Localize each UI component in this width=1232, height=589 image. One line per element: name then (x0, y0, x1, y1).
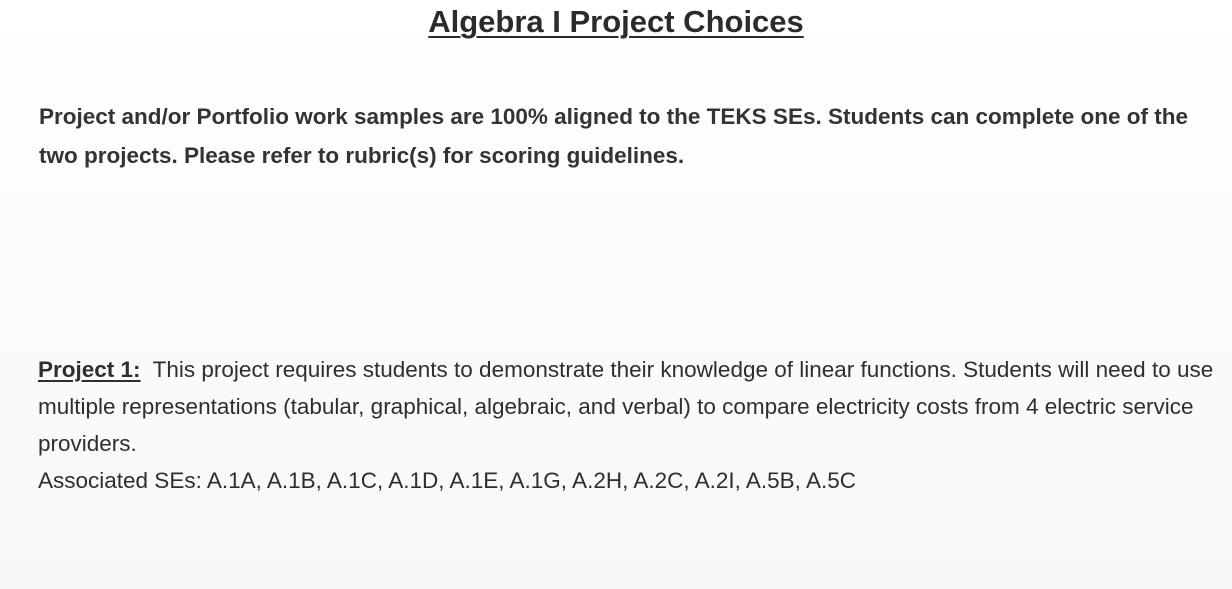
project-1-section (38, 351, 1218, 499)
page-title: Algebra I Project Choices (428, 4, 804, 39)
project-1-label: Project 1: (38, 357, 141, 382)
intro-paragraph: Project and/or Portfolio work samples are 100% aligned to the TEKS SEs. Students can complete one of the two projects. Please refer to rubric(s) for scoring guidelines. (39, 104, 1189, 168)
project-1-description: This project requires students to demonstrate their knowledge of linear functions. Students will need to use multiple representations (tabular, graphical, algebraic, and verbal) to compare electricity costs from 4 electric service providers. (38, 357, 1214, 456)
project-1-associated-ses: Associated SEs: A.1A, A.1B, A.1C, A.1D, A.1E, A.1G, A.2H, A.2C, A.2I, A.5B, A.5C (38, 468, 856, 493)
